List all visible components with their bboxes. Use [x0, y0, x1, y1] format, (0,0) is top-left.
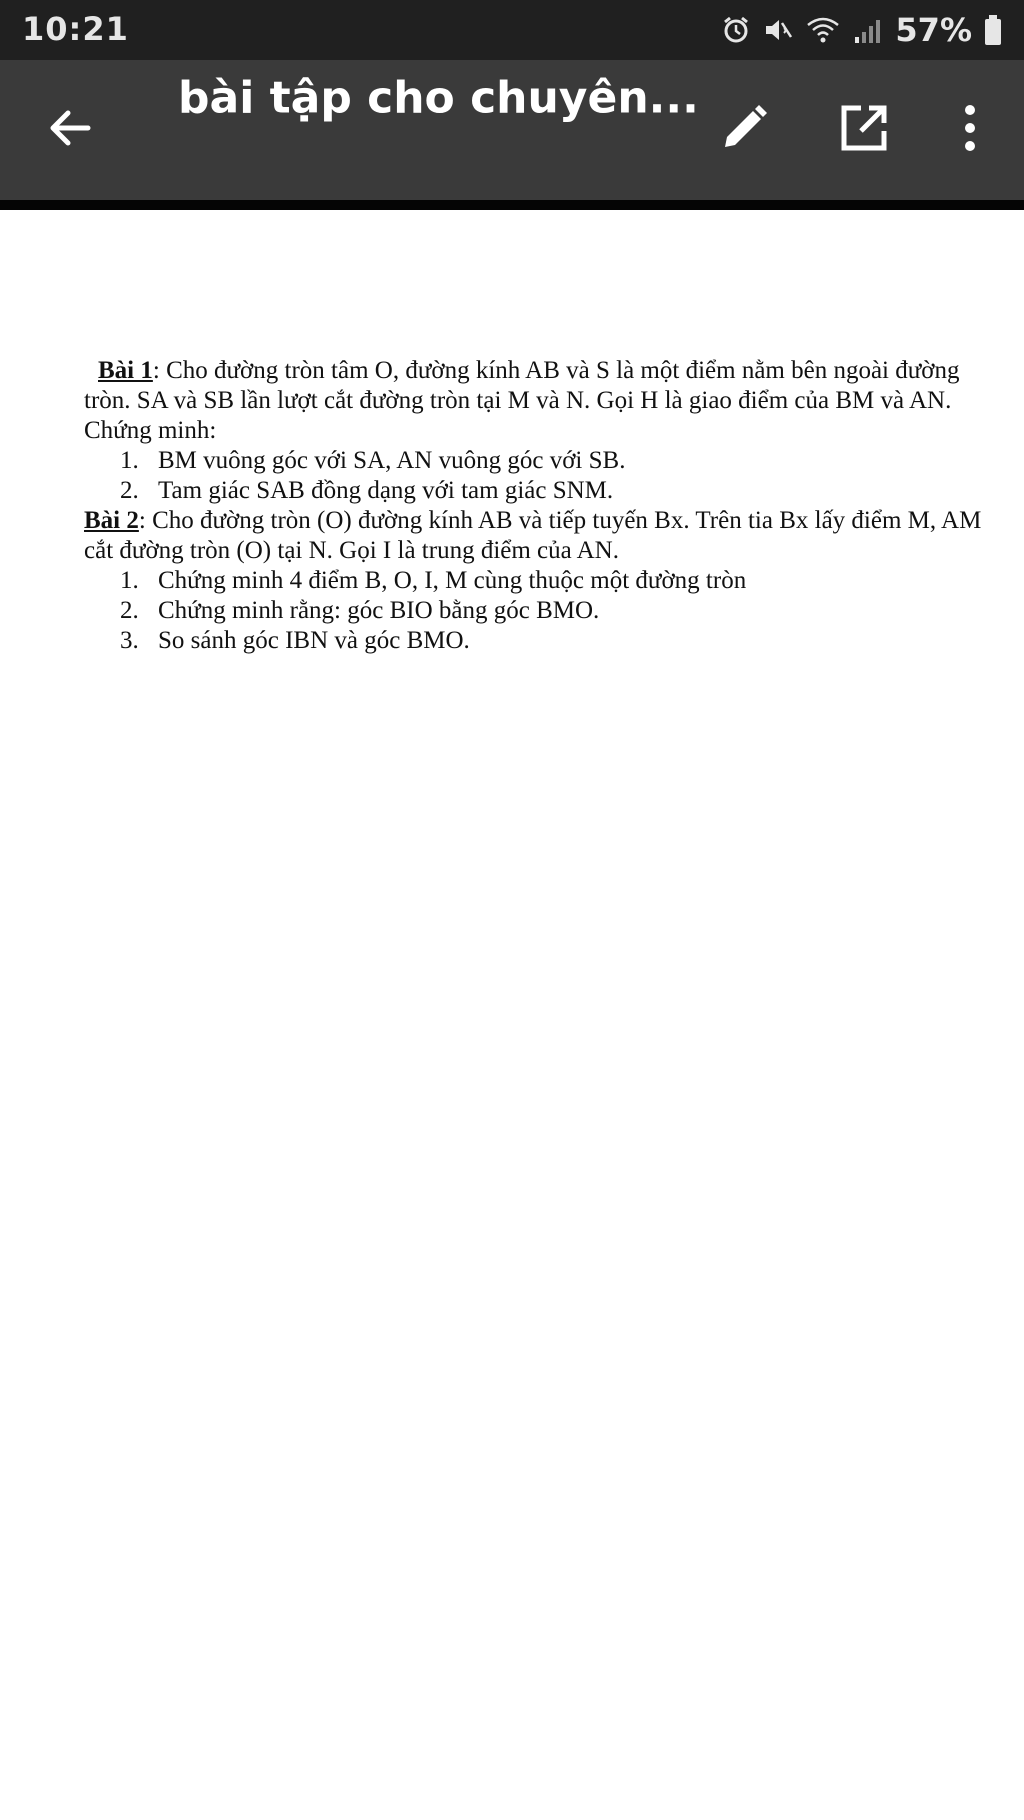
list-item-text: Chứng minh 4 điểm B, O, I, M cùng thuộc một đường tròn: [158, 567, 747, 594]
list-item-number: 1.: [120, 567, 139, 594]
more-options-button[interactable]: [934, 94, 1006, 166]
list-item: [84, 596, 990, 626]
list-item-text: BM vuông góc với SA, AN vuông góc với SB.: [158, 447, 626, 474]
list-item-text: Chứng minh rằng: góc BIO bằng góc BMO.: [158, 597, 600, 624]
edit-button[interactable]: [708, 94, 780, 166]
document-page[interactable]: [0, 210, 1024, 1820]
list-item-number: 3.: [120, 627, 139, 654]
document-title: bài tập cho chuyên...: [178, 72, 699, 124]
document-content: [84, 356, 990, 656]
list-item-number: 2.: [120, 477, 139, 504]
status-icons: [721, 10, 1002, 50]
mute-icon: [763, 15, 793, 45]
open-external-button[interactable]: [828, 94, 900, 166]
exercise-1-label: Bài 1: [98, 357, 153, 384]
exercise-1-list: [84, 446, 990, 506]
exercise-1-text: : Cho đường tròn tâm O, đường kính AB và S là một điểm nằm bên ngoài đường tròn. SA và SB lần lượt cắt đường tròn tại M và N. Gọi H là giao điểm của BM và AN. Chứng minh:: [84, 357, 960, 444]
list-item: [84, 566, 990, 596]
signal-icon: [853, 15, 883, 45]
pencil-icon: [719, 103, 769, 157]
app-bar: [0, 60, 1024, 200]
list-item: [84, 476, 990, 506]
exercise-2-list: [84, 566, 990, 656]
exercise-2-text: : Cho đường tròn (O) đường kính AB và tiếp tuyến Bx. Trên tia Bx lấy điểm M, AM cắt đường tròn (O) tại N. Gọi I là trung điểm của AN.: [84, 507, 982, 564]
exercise-1-statement: [84, 356, 990, 446]
battery-icon: [984, 14, 1002, 46]
status-bar: [0, 0, 1024, 60]
exercise-2-statement: [84, 506, 990, 566]
exercise-2-label: Bài 2: [84, 507, 139, 534]
open-external-icon: [839, 103, 889, 157]
back-arrow-icon: [46, 104, 94, 156]
back-button[interactable]: [34, 94, 106, 166]
app-bar-divider: [0, 200, 1024, 210]
wifi-icon: [805, 15, 841, 45]
list-item-number: 2.: [120, 597, 139, 624]
list-item: [84, 446, 990, 476]
alarm-icon: [721, 15, 751, 45]
list-item-text: Tam giác SAB đồng dạng với tam giác SNM.: [158, 477, 614, 504]
battery-percent: 57%: [895, 11, 972, 49]
more-vert-icon: [960, 103, 980, 157]
status-time: 10:21: [22, 10, 129, 48]
list-item-text: So sánh góc IBN và góc BMO.: [158, 627, 470, 654]
list-item-number: 1.: [120, 447, 139, 474]
list-item: [84, 626, 990, 656]
